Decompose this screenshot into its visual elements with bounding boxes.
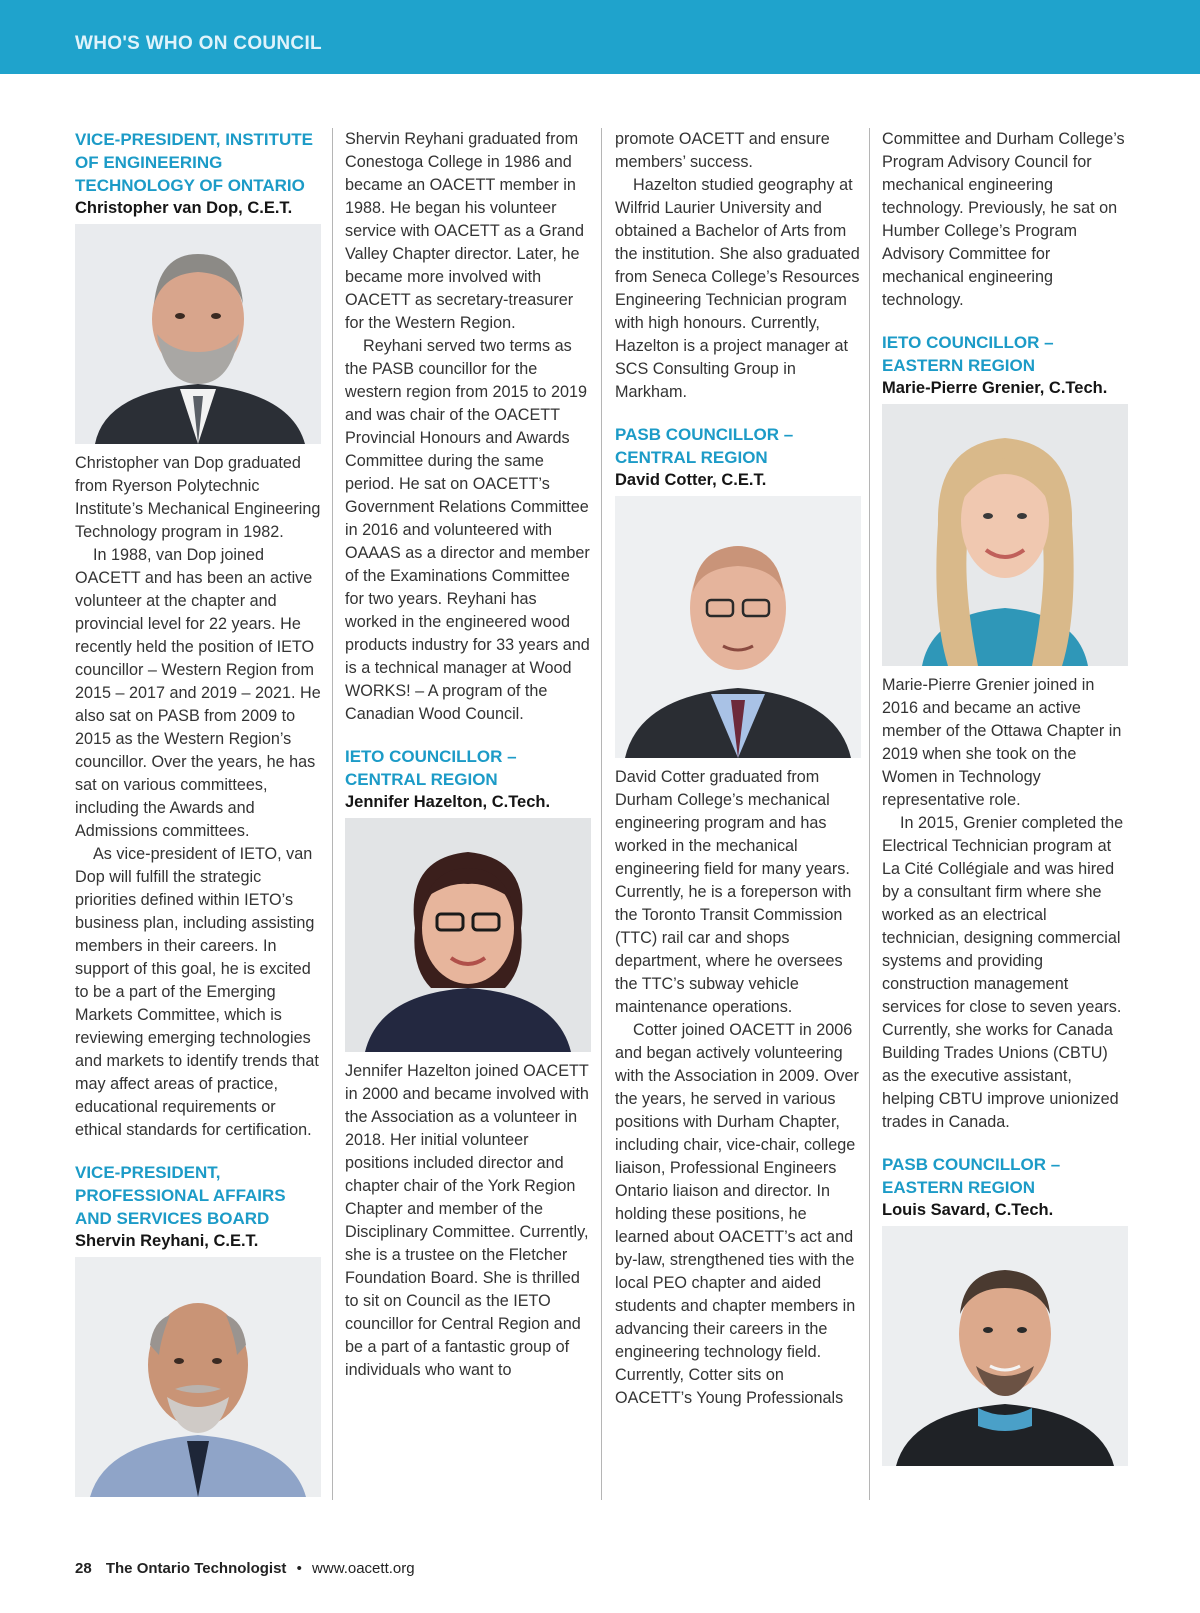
bio-paragraph: In 1988, van Dop joined OACETT and has been an active volunteer at the chapter and provincial level for 22 years. He recently held the position of IETO councillor – Western Region from 2015 – 2017 and 2019 – 2021. He also sat on PASB from 2009 to 2015 as the Western Region’s councillor. Over the years, he has sat on various committees, including the Awards and Admissions committees.: [75, 546, 321, 840]
role-heading: VICE-PRESIDENT, PROFESSIONAL AFFAIRS AND SERVICES BOARD: [75, 1163, 286, 1228]
column-4: [882, 128, 1128, 1474]
magazine-title: The Ontario Technologist: [105, 1560, 287, 1577]
role-heading: PASB COUNCILLOR – EASTERN REGION: [882, 1155, 1061, 1197]
bio-paragraph: Shervin Reyhani graduated from Conestoga College in 1986 and became an OACETT member in 1988. He began his volunteer service with OACETT as a Grand Valley Chapter director. Later, he became more involved with OACETT as secretary-treasurer for the Western Region.: [345, 130, 584, 332]
portrait-photo: [75, 224, 321, 444]
portrait-photo: [882, 1226, 1128, 1466]
role-heading: IETO COUNCILLOR – CENTRAL REGION: [345, 747, 517, 789]
page-number: 28: [75, 1560, 92, 1577]
column-divider: [332, 128, 333, 1500]
person-name: David Cotter, C.E.T.: [615, 471, 767, 489]
portrait-photo: [75, 1257, 321, 1497]
bio-paragraph: Christopher van Dop graduated from Ryerson Polytechnic Institute’s Mechanical Engineering Technology program in 1982.: [75, 454, 321, 541]
column-1: [75, 128, 321, 1505]
bio-paragraph: Marie-Pierre Grenier joined in 2016 and became an active member of the Ottawa Chapter in 2019 when she took on the Women in Technology representative role.: [882, 676, 1122, 809]
separator: •: [296, 1560, 302, 1577]
bio-paragraph: Jennifer Hazelton joined OACETT in 2000 and became involved with the Association as a volunteer in 2018. Her initial volunteer positions included director and chapter chair of the York Region Chapter and member of the Disciplinary Committee. Currently, she is a trustee on the Fletcher Foundation Board. She is thrilled to sit on Council as the IETO councillor for Central Region and be a part of a fantastic group of individuals who want to: [345, 1062, 589, 1379]
column-3: [615, 128, 861, 1410]
role-heading: VICE-PRESIDENT, INSTITUTE OF ENGINEERING TECHNOLOGY OF ONTARIO: [75, 130, 314, 195]
role-heading: IETO COUNCILLOR – EASTERN REGION: [882, 333, 1054, 375]
website-link[interactable]: www.oacett.org: [312, 1560, 415, 1577]
bio-paragraph-continued: Committee and Durham College’s Program Advisory Council for mechanical engineering technology. Previously, he sat on Humber College’s Program Advisory Committee for mechanical engineering technology.: [882, 130, 1125, 309]
portrait-photo: [345, 818, 591, 1052]
bio-paragraph: Cotter joined OACETT in 2006 and began actively volunteering with the Association in 2009. Over the years, he served in various positions with Durham Chapter, including chair, vice-chair, college liaison, Professional Engineers Ontario liaison and director. In holding these positions, he learned about OACETT’s act and by-law, strengthened ties with the local PEO chapter and aided students and chapter members in advancing their careers in the engineering technology field. Currently, Cotter sits on OACETT’s Young Professionals: [615, 1021, 859, 1407]
header-band: [0, 0, 1200, 74]
bio-paragraph: In 2015, Grenier completed the Electrical Technician program at La Cité Collégiale and was hired by a consultant firm where she worked as an electrical technician, designing commercial systems and providing construction management services for close to seven years. Currently, she works for Canada Building Trades Unions (CBTU) as the executive assistant, helping CBTU improve unionized trades in Canada.: [882, 814, 1124, 1131]
bio-paragraph: Reyhani served two terms as the PASB councillor for the western region from 2015 to 2019 and was chair of the OACETT Provincial Honours and Awards Committee during the same period. He sat on OACETT’s Government Relations Committee in 2016 and volunteered with OAAAS as a director and member of the Examinations Committee for two years. Reyhani has worked in the engineered wood products industry for 33 years and is a technical manager at Wood WORKS! – A program of the Canadian Wood Council.: [345, 337, 590, 723]
person-name: Jennifer Hazelton, C.Tech.: [345, 793, 551, 811]
column-divider: [869, 128, 870, 1500]
section-title: WHO'S WHO ON COUNCIL: [75, 33, 322, 54]
portrait-photo: [615, 496, 861, 758]
bio-paragraph: Hazelton studied geography at Wilfrid Laurier University and obtained a Bachelor of Arts from the institution. She also graduated from Seneca College’s Resources Engineering Technician program with high honours. Currently, Hazelton is a project manager at SCS Consulting Group in Markham.: [615, 176, 860, 401]
column-2: [345, 128, 591, 1382]
bio-paragraph: As vice-president of IETO, van Dop will fulfill the strategic priorities defined within IETO’s business plan, including assisting members in their careers. In support of this goal, he is excited to be a part of the Emerging Markets Committee, which is reviewing emerging technologies and markets to identify trends that may affect areas of practice, educational requirements or ethical standards for certification.: [75, 845, 319, 1139]
person-name: Shervin Reyhani, C.E.T.: [75, 1232, 259, 1250]
column-divider: [601, 128, 602, 1500]
role-heading: PASB COUNCILLOR – CENTRAL REGION: [615, 425, 794, 467]
page-footer: [75, 1560, 415, 1577]
person-name: Louis Savard, C.Tech.: [882, 1201, 1054, 1219]
bio-paragraph-continued: promote OACETT and ensure members’ success.: [615, 130, 830, 171]
person-name: Christopher van Dop, C.E.T.: [75, 199, 293, 217]
portrait-photo: [882, 404, 1128, 666]
bio-paragraph: David Cotter graduated from Durham College’s mechanical engineering program and has worked in the mechanical engineering field for many years. Currently, he is a foreperson with the Toronto Transit Commission (TTC) rail car and shops department, where he oversees the TTC’s subway vehicle maintenance operations.: [615, 768, 852, 1016]
person-name: Marie-Pierre Grenier, C.Tech.: [882, 379, 1108, 397]
